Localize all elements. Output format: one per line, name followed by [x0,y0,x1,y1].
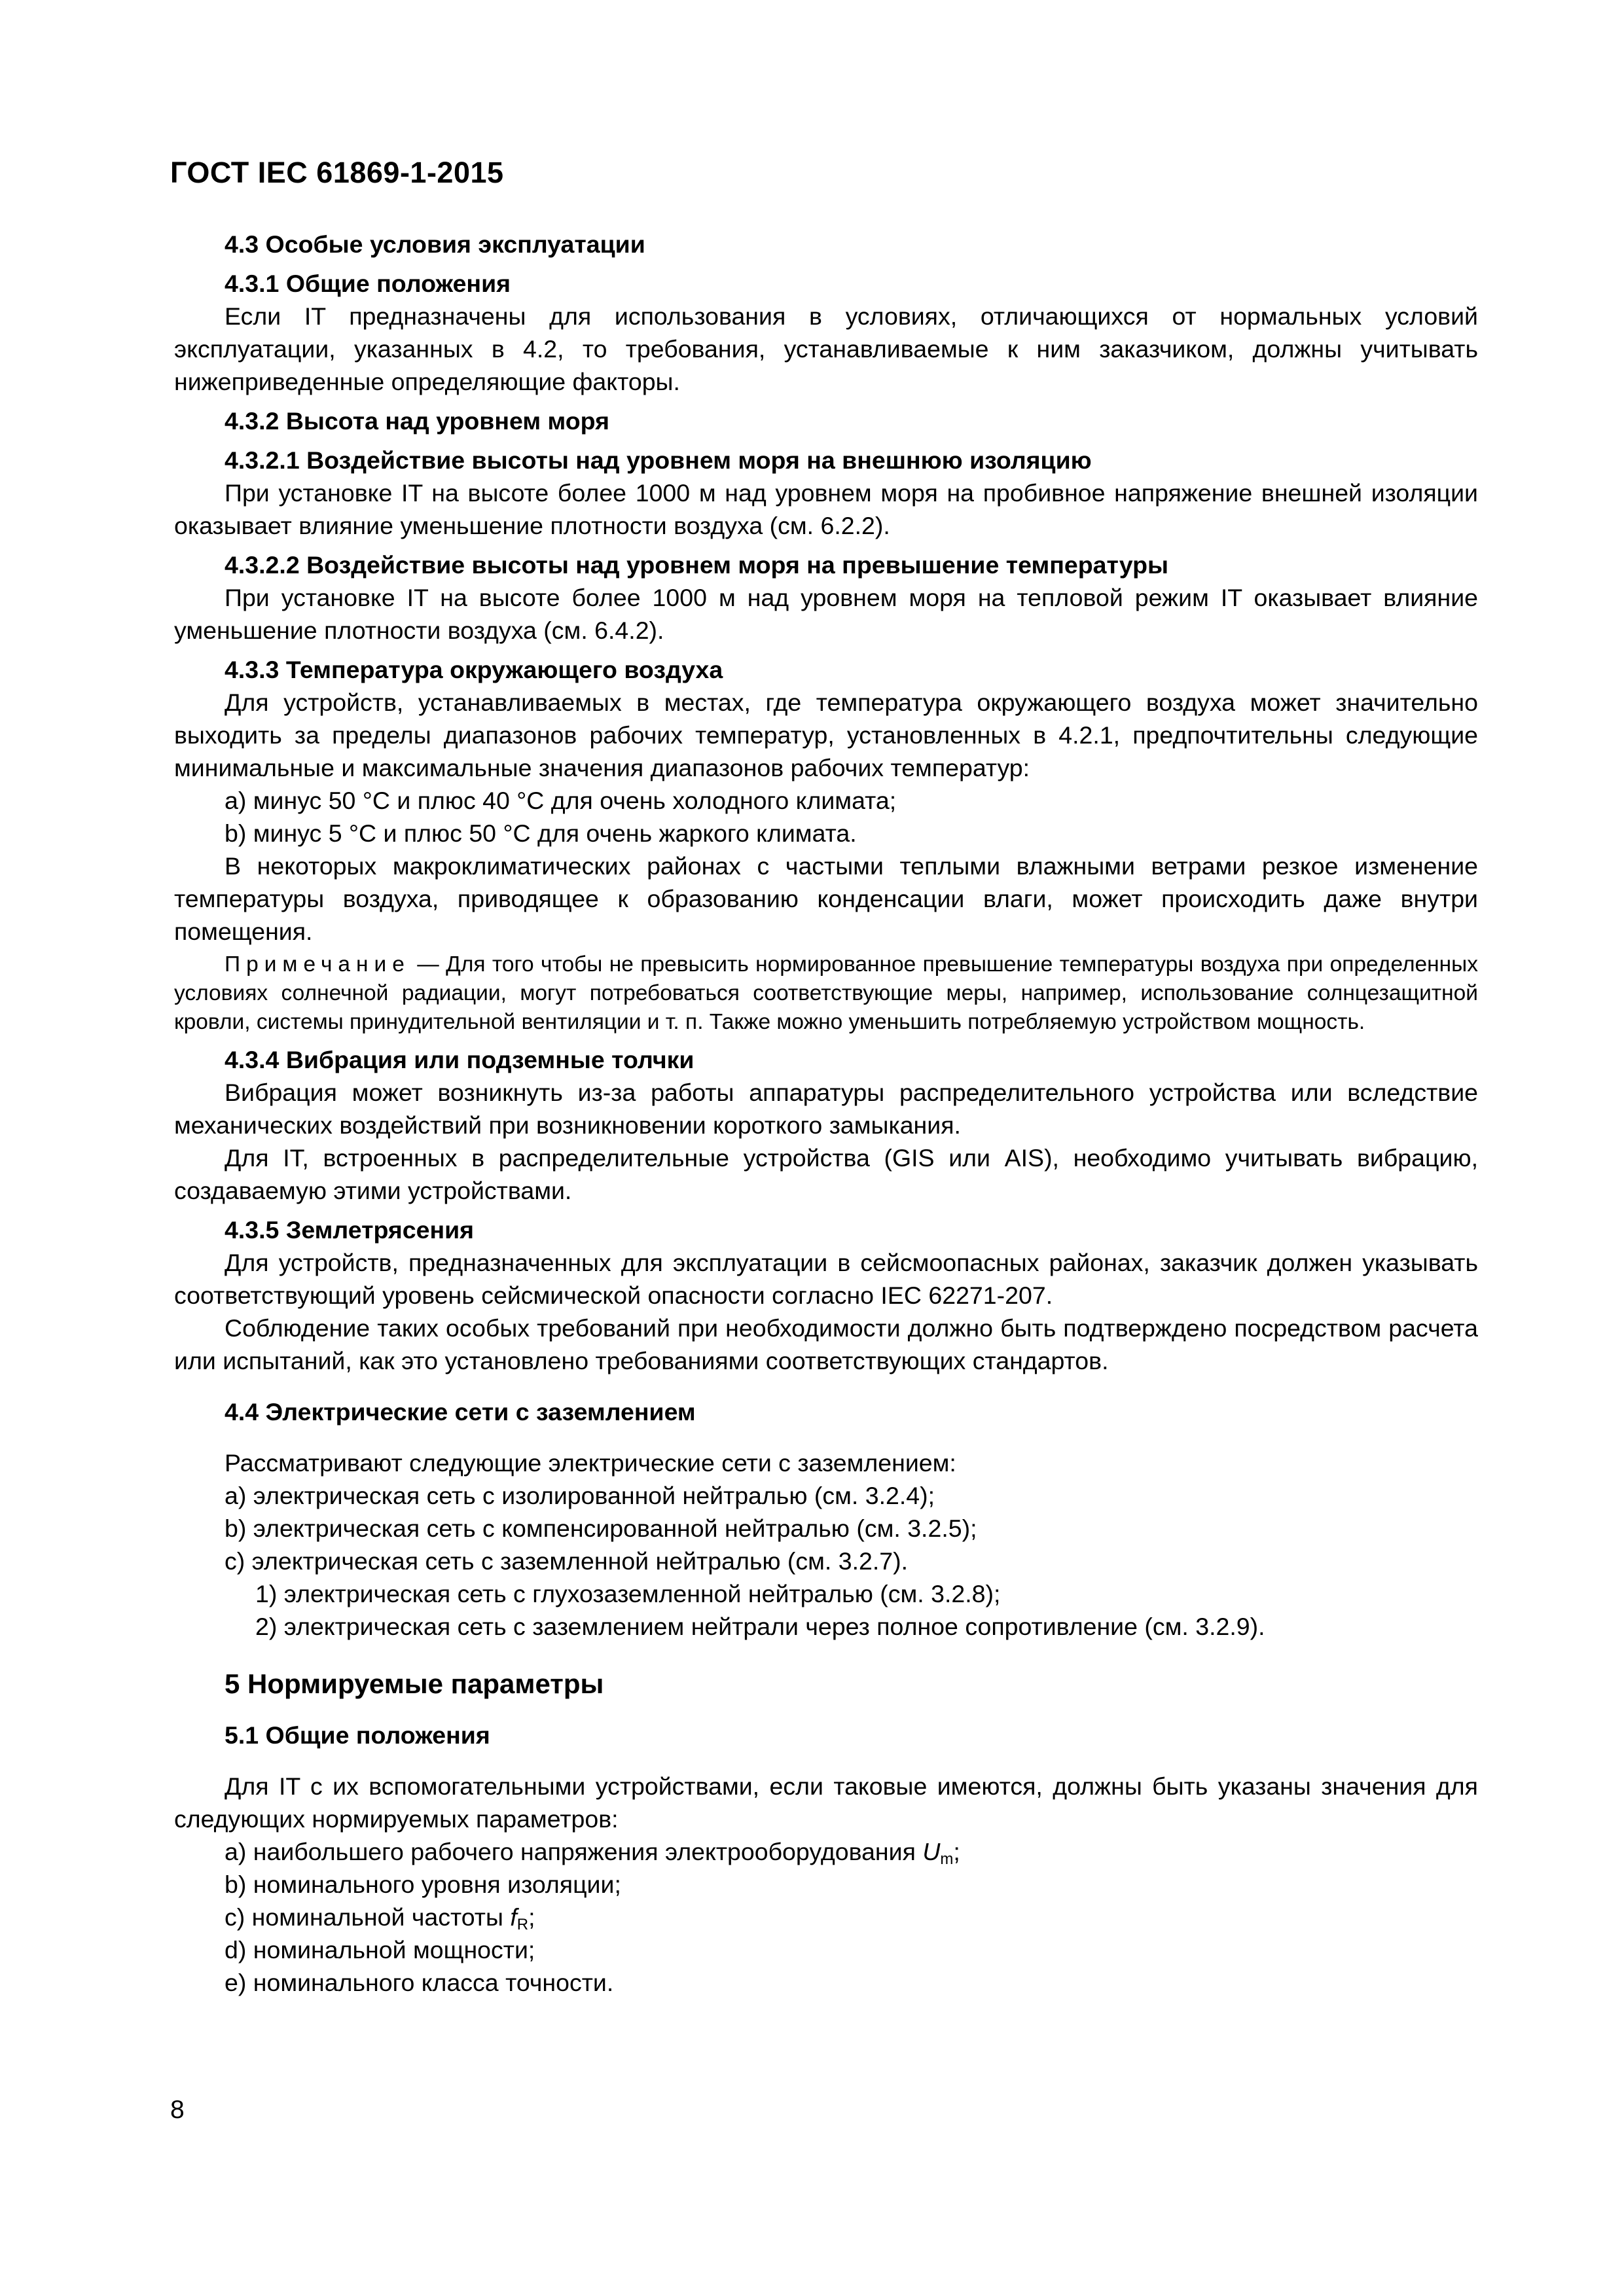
list-item: b) электрическая сеть с компенсированной нейтралью (см. 3.2.5); [225,1515,977,1542]
list-item: b) номинального уровня изоляции; [225,1871,621,1898]
section-4-4-heading: 4.4 Электрические сети с заземлением [225,1398,696,1426]
list-item: c) электрическая сеть с заземленной нейтралью (см. 3.2.7). [225,1547,909,1575]
paragraph: Рассматривают следующие электрические сети с заземлением: [225,1449,956,1477]
list-item: 2) электрическая сеть с заземлением нейтрали через полное сопротивление (см. 3.2.9). [255,1613,1265,1640]
page-number: 8 [170,2096,185,2124]
paragraph: При установке IT на высоте более 1000 м над уровнем моря на пробивное напряжение внешней изоляции оказывает влияние уменьшение плотности воздуха (см. 6.2.2). [174,479,1478,539]
section-4-3-5-heading: 4.3.5 Землетрясения [225,1216,475,1244]
list-item: a) наибольшего рабочего напряжения электрооборудования $U_m$; [225,1838,960,1868]
list-item: c) номинальной частоты $f_R$; [225,1903,535,1933]
section-4-3-heading: 4.3 Особые условия эксплуатации [225,230,645,258]
paragraph: Для IT, встроенных в распределительные устройства (GIS или AIS), необходимо учитывать вибрацию, создаваемую этими устройствами. [174,1144,1478,1204]
section-4-3-1-heading: 4.3.1 Общие положения [225,270,511,297]
note [174,950,1478,1037]
paragraph: В некоторых макроклиматических районах с частыми теплыми влажными ветрами резкое изменение температуры воздуха, приводящее к образованию конденсации влаги, может происходить даже внутри помещения. [174,852,1478,945]
note-text: — Для того чтобы не превысить нормированное превышение температуры воздуха при определенных условиях солнечной радиации, могут потребоваться соответствующие меры, например, использование солнцезащитной кровли, системы принудительной вентиляции и т. п. Также можно уменьшить потребляемую устройством мощность. [174,952,1478,1034]
symbol: f [510,1903,517,1931]
section-4-3-3-heading: 4.3.3 Температура окружающего воздуха [225,656,723,683]
note-label: Примечание [225,952,410,977]
paragraph: Вибрация может возникнуть из-за работы аппаратуры распределительного устройства или вследствие механических воздействий при возникновении короткого замыкания. [174,1079,1478,1139]
paragraph: Для устройств, устанавливаемых в местах, где температура окружающего воздуха может значительно выходить за пределы диапазонов рабочих температур, установленных в 4.2.1, предпочтительны следующие минимальные и максимальные значения диапазонов рабочих температур: [174,689,1478,781]
section-4-3-2-heading: 4.3.2 Высота над уровнем моря [225,407,609,435]
list-item: a) электрическая сеть с изолированной нейтралью (см. 3.2.4); [225,1482,935,1509]
section-4-3-2-2-heading: 4.3.2.2 Воздействие высоты над уровнем моря на превышение температуры [225,551,1169,579]
paragraph: При установке IT на высоте более 1000 м над уровнем моря на тепловой режим IT оказывает влияние уменьшение плотности воздуха (см. 6.4.2). [174,584,1478,644]
paragraph: Если IT предназначены для использования в условиях, отличающихся от нормальных условий эксплуатации, указанных в 4.2, то требования, устанавливаемые к ним заказчиком, должны учитывать нижеприведенные определяющие факторы. [174,302,1478,395]
standard-header: ГОСТ IEC 61869-1-2015 [170,156,504,189]
section-4-3-4-heading: 4.3.4 Вибрация или подземные толчки [225,1046,695,1073]
section-4-3-2-1-heading: 4.3.2.1 Воздействие высоты над уровнем моря на внешнюю изоляцию [225,446,1092,474]
section-5-heading: 5 Нормируемые параметры [225,1668,604,1699]
symbol: U [922,1838,941,1865]
list-item: 1) электрическая сеть с глухозаземленной нейтралью (см. 3.2.8); [255,1580,1001,1607]
paragraph: Для IT с их вспомогательными устройствами, если таковые имеются, должны быть указаны значения для следующих нормируемых параметров: [174,1772,1478,1833]
list-item: d) номинальной мощности; [225,1936,535,1964]
paragraph: Соблюдение таких особых требований при необходимости должно быть подтверждено посредством расчета или испытаний, как это установлено требованиями соответствующих стандартов. [174,1314,1478,1374]
list-item: b) минус 5 °С и плюс 50 °С для очень жаркого климата. [225,819,857,847]
paragraph: Для устройств, предназначенных для эксплуатации в сейсмоопасных районах, заказчик должен указывать соответствующий уровень сейсмической опасности согласно IEC 62271-207. [174,1249,1478,1309]
list-item: e) номинального класса точности. [225,1969,614,1996]
list-item: a) минус 50 °С и плюс 40 °С для очень холодного климата; [225,787,897,814]
page-body [174,228,1478,1999]
section-5-1-heading: 5.1 Общие положения [225,1721,490,1749]
